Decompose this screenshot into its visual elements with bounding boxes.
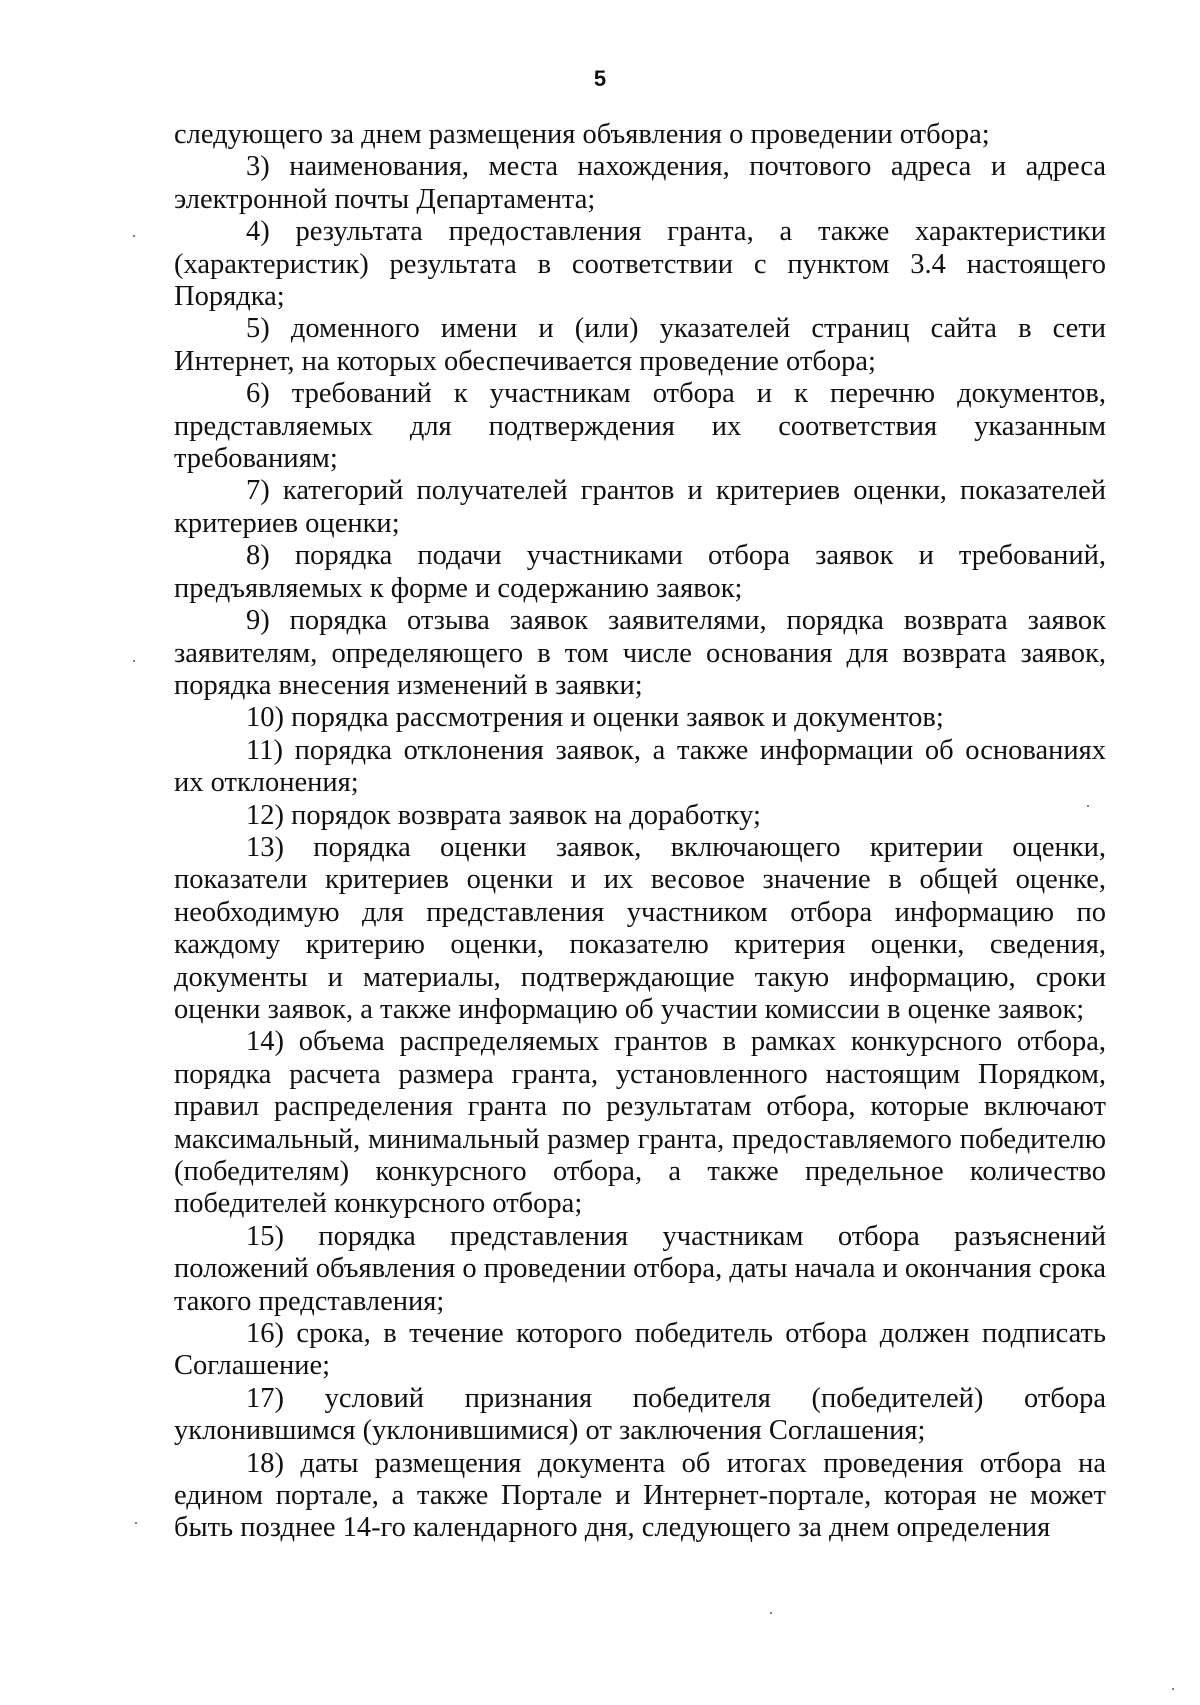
list-item-3: 3) наименования, места нахождения, почтового адреса и адреса электронной почты Департамента; xyxy=(174,151,1106,215)
list-item-12: 12) порядок возврата заявок на доработку; xyxy=(246,799,761,831)
scan-speck xyxy=(135,1522,137,1524)
list-item-10: 10) порядка рассмотрения и оценки заявок и документов; xyxy=(246,702,944,734)
scan-speck xyxy=(1087,805,1089,807)
list-item-16: 16) срока, в течение которого победитель отбора должен подписать Соглашение; xyxy=(174,1318,1106,1382)
list-item-4: 4) результата предоставления гранта, а также характеристики (характеристик) результата в соответствии с пунктом 3.4 настоящего Порядка; xyxy=(174,216,1106,313)
list-item-15: 15) порядка представления участникам отбора разъяснений положений объявления о проведении отбора, даты начала и окончания срока такого представления; xyxy=(174,1220,1106,1317)
page-number: 5 xyxy=(593,66,607,91)
scan-speck xyxy=(133,660,135,662)
list-item-17: 17) условий признания победителя (победителей) отбора уклонившимся (уклонившимися) от заключения Соглашения; xyxy=(174,1382,1106,1447)
list-item-18: 18) даты размещения документа об итогах проведения отбора на едином портале, а также Портале и Интернет-портале, которая не может быть позднее 14-го календарного дня, следующего за днем определения xyxy=(174,1447,1106,1544)
document-body xyxy=(174,119,1106,1545)
scan-speck xyxy=(1172,1688,1174,1690)
list-item-9: 9) порядка отзыва заявок заявителями, порядка возврата заявок заявителям, определяющего в том числе основания для возврата заявок, порядка внесения изменений в заявки; xyxy=(174,605,1106,701)
paragraph-continuation: следующего за днем размещения объявления о проведении отбора; xyxy=(174,119,990,150)
list-item-7: 7) категорий получателей грантов и критериев оценки, показателей критериев оценки; xyxy=(174,475,1106,539)
scan-speck xyxy=(133,235,135,237)
list-item-8: 8) порядка подачи участниками отбора заявок и требований, предъявляемых к форме и содержанию заявок; xyxy=(174,540,1106,604)
list-item-11: 11) порядка отклонения заявок, а также информации об основаниях их отклонения; xyxy=(174,734,1106,799)
scan-speck xyxy=(770,1612,772,1614)
list-item-5: 5) доменного имени и (или) указателей страниц сайта в сети Интернет, на которых обеспечивается проведение отбора; xyxy=(174,313,1106,377)
list-item-6: 6) требований к участникам отбора и к перечню документов, представляемых для подтверждения их соответствия указанным требованиям; xyxy=(174,378,1106,475)
list-item-14: 14) объема распределяемых грантов в рамках конкурсного отбора, порядка расчета размера гранта, установленного настоящим Порядком, правил распределения гранта по результатам отбора, которые включают максимальный, минимальный размер гранта, предоставляемого победителю (победителям) конкурсного отбора, а также предельное количество победителей конкурсного отбора; xyxy=(174,1026,1106,1220)
list-item-13: 13) порядка оценки заявок, включающего критерии оценки, показатели критериев оценки и их весовое значение в общей оценке, необходимую для представления участником отбора информацию по каждому критерию оценки, показателю критерия оценки, сведения, документы и материалы, подтверждающие такую информацию, сроки оценки заявок, а также информацию об участии комиссии в оценке заявок; xyxy=(174,831,1106,1025)
